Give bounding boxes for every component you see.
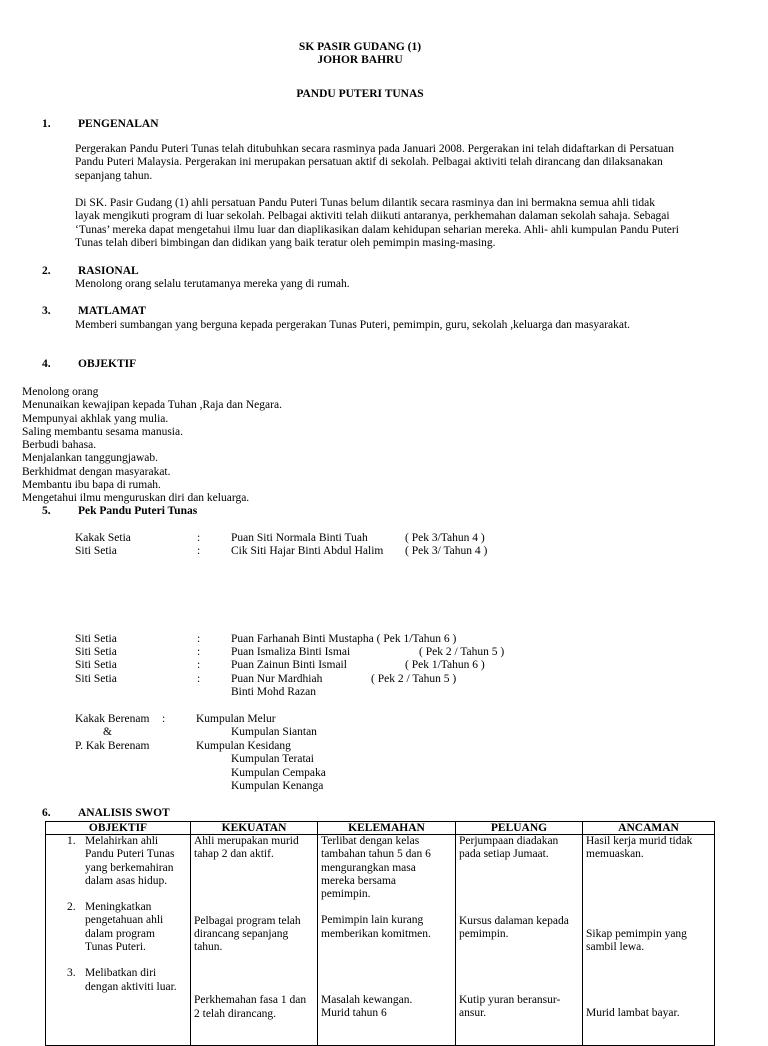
pek-colon: : bbox=[197, 532, 201, 544]
section-1-number: 1. bbox=[42, 118, 51, 130]
section-5-title: Pek Pandu Puteri Tunas bbox=[78, 505, 198, 517]
pek-role: Siti Setia bbox=[75, 659, 117, 671]
pek-name: Puan Siti Normala Binti Tuah bbox=[231, 532, 368, 544]
swot-kekuatan-cell: Ahli merupakan murid tahap 2 dan aktif. Pelbagai program telah dirancang sepanjang tahun. Perkhemahan fasa 1 dan 2 telah dirancang. bbox=[191, 835, 318, 1046]
section-2-number: 2. bbox=[42, 265, 51, 277]
objective-item: Mengetahui ilmu menguruskan diri dan keluarga. bbox=[22, 492, 250, 505]
objective-list bbox=[22, 386, 282, 506]
intro-paragraph-2: Di SK. Pasir Gudang (1) ahli persatuan Pandu Puteri Tunas belum dilantik secara rasminya dan ini bermakna semua ahli tidak layak mengikuti program di luar sekolah. Pelbagai aktiviti telah diikuti antaranya, perkhemahan dalaman sekolah sahaja. Sebagai ‘Tunas’ mereka dapat mengetahui ilmu luar dan diaplikasikan dalam kehidupan seharian mereka. Ahli- ahli kumpulan Pandu Puteri Tunas telah diberi bimbingan dan didikan yang baik teratur oleh pemimpin masing-masing. bbox=[75, 197, 679, 249]
pek-name: Puan Ismaliza Binti Ismai bbox=[231, 646, 351, 658]
section-4-title: OBJEKTIF bbox=[78, 358, 137, 370]
rasional-text: Menolong orang selalu terutamanya mereka yang di rumah. bbox=[75, 278, 350, 290]
section-3-title: MATLAMAT bbox=[78, 305, 146, 317]
swot-table bbox=[45, 821, 715, 1046]
section-5-number: 5. bbox=[42, 505, 51, 517]
pek-group: ( Pek 3/Tahun 4 ) bbox=[405, 532, 485, 544]
pek-role: Siti Setia bbox=[75, 633, 117, 645]
section-4-number: 4. bbox=[42, 358, 51, 370]
swot-header-row bbox=[46, 822, 715, 835]
section-3-number: 3. bbox=[42, 305, 51, 317]
objective-item: Menolong orang bbox=[22, 386, 99, 398]
group-name: Kumpulan Cempaka bbox=[231, 767, 326, 779]
group-name: Kumpulan Teratai bbox=[231, 753, 314, 765]
swot-objektif-cell bbox=[46, 835, 191, 1046]
objective-item: Menunaikan kewajipan kepada Tuhan ,Raja dan Negara. bbox=[22, 399, 282, 412]
swot-header-ancaman: ANCAMAN bbox=[583, 822, 715, 835]
group-name: Kumpulan Kesidang bbox=[196, 740, 291, 752]
pek-colon: : bbox=[197, 633, 201, 645]
section-6-title: ANALISIS SWOT bbox=[78, 807, 170, 819]
pek-name: Puan Zainun Binti Ismail bbox=[231, 659, 347, 671]
swot-header-kelemahan: KELEMAHAN bbox=[318, 822, 456, 835]
matlamat-text: Memberi sumbangan yang berguna kepada pergerakan Tunas Puteri, pemimpin, guru, sekolah ,keluarga dan masyarakat. bbox=[75, 319, 631, 331]
berenam-role: P. Kak Berenam bbox=[75, 740, 150, 752]
objective-item: Saling membantu sesama manusia. bbox=[22, 425, 183, 438]
pek-role: Siti Setia bbox=[75, 646, 117, 658]
section-1-title: PENGENALAN bbox=[78, 118, 159, 130]
pek-colon: : bbox=[197, 545, 201, 557]
swot-header-kekuatan: KEKUATAN bbox=[191, 822, 318, 835]
pek-colon: : bbox=[197, 646, 201, 658]
group-name: Kumpulan Siantan bbox=[231, 726, 317, 738]
group-name: Kumpulan Melur bbox=[196, 713, 276, 725]
berenam-role: Kakak Berenam bbox=[75, 713, 150, 725]
swot-header-objektif: OBJEKTIF bbox=[46, 822, 191, 835]
section-6-number: 6. bbox=[42, 807, 51, 819]
pek-name: Puan Nur Mardhiah bbox=[231, 673, 323, 685]
swot-kelemahan-cell: Terlibat dengan kelas tambahan tahun 5 dan 6 mengurangkan masa mereka bersama pemimpin. Pemimpin lain kurang memberikan komitmen. Masalah kewangan. Murid tahun 6 bbox=[318, 835, 456, 1046]
objective-item: Berbudi bahasa. bbox=[22, 439, 97, 452]
pek-colon: : bbox=[197, 659, 201, 671]
objective-item: Menjalankan tanggungjawab. bbox=[22, 452, 159, 465]
pek-name: Puan Farhanah Binti Mustapha ( Pek 1/Tahun 6 ) bbox=[231, 633, 457, 645]
pek-group: ( Pek 2 / Tahun 5 ) bbox=[419, 646, 505, 658]
school-city: JOHOR BAHRU bbox=[317, 54, 403, 66]
pek-group: ( Pek 3/ Tahun 4 ) bbox=[405, 545, 488, 557]
pek-role: Siti Setia bbox=[75, 545, 117, 557]
berenam-ampersand: & bbox=[103, 726, 112, 738]
pek-role: Kakak Setia bbox=[75, 532, 131, 544]
swot-peluang-cell: Perjumpaan diadakan pada setiap Jumaat. Kursus dalaman kepada pemimpin. Kutip yuran beransur- ansur. bbox=[456, 835, 583, 1046]
group-name: Kumpulan Kenanga bbox=[231, 780, 324, 792]
pek-role: Siti Setia bbox=[75, 673, 117, 685]
pek-name-continued: Binti Mohd Razan bbox=[231, 686, 316, 698]
table-row bbox=[46, 835, 715, 1046]
pek-name: Cik Siti Hajar Binti Abdul Halim bbox=[231, 545, 384, 557]
pek-colon: : bbox=[197, 673, 201, 685]
intro-paragraph-1: Pergerakan Pandu Puteri Tunas telah ditubuhkan secara rasminya pada Januari 2008. Pergerakan ini telah didaftarkan di Persatuan Pandu Puteri Malaysia. Pergerakan ini merupakan persatuan aktif di sekolah. Pelbagai aktiviti telah dirancang dan dilaksanakan sepanjang tahun. bbox=[75, 143, 675, 182]
swot-header-peluang: PELUANG bbox=[456, 822, 583, 835]
school-name: SK PASIR GUDANG (1) bbox=[298, 41, 422, 53]
objective-item: Berkhidmat dengan masyarakat. bbox=[22, 465, 171, 478]
objective-item: Mempunyai akhlak yang mulia. bbox=[22, 412, 169, 425]
objective-item: Membantu ibu bapa di rumah. bbox=[22, 479, 161, 492]
list-item: 2. Meningkatkan pengetahuan ahli dalam program Tunas Puteri. bbox=[67, 901, 164, 954]
pek-group: ( Pek 2 / Tahun 5 ) bbox=[371, 673, 457, 685]
pek-group: ( Pek 1/Tahun 6 ) bbox=[405, 659, 485, 671]
document-title: PANDU PUTERI TUNAS bbox=[296, 88, 424, 100]
section-2-title: RASIONAL bbox=[78, 265, 139, 277]
list-item: 3. Melibatkan diri dengan aktiviti luar. bbox=[67, 967, 177, 993]
swot-ancaman-cell: Hasil kerja murid tidak memuaskan. Sikap pemimpin yang sambil lewa. Murid lambat bayar. bbox=[583, 835, 715, 1046]
list-item: 1. Melahirkan ahli Pandu Puteri Tunas yang berkemahiran dalam asas hidup. bbox=[67, 835, 175, 887]
berenam-colon: : bbox=[162, 713, 166, 725]
